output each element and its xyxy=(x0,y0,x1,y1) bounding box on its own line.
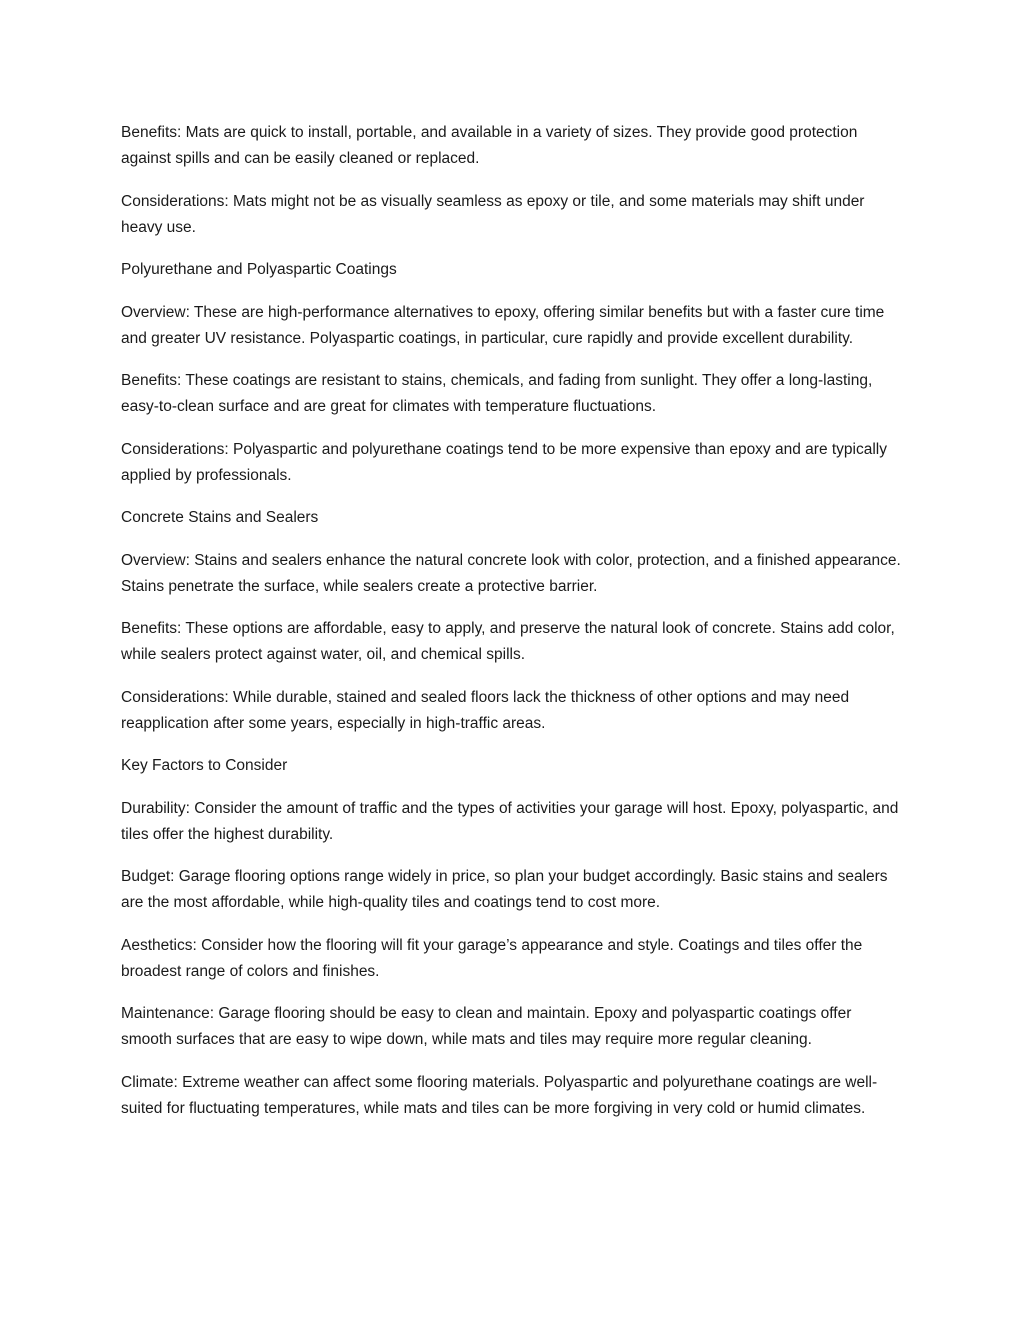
section-heading-polyurethane-polyaspartic: Polyurethane and Polyaspartic Coatings xyxy=(121,261,397,278)
paragraph-coatings-benefits: Benefits: These coatings are resistant to stains, chemicals, and fading from sunlight. They offer a long-lasting, easy-to-clean surface and are great for climates with temperature fluctuations. xyxy=(121,372,873,415)
paragraph-durability: Durability: Consider the amount of traffic and the types of activities your garage will host. Epoxy, polyaspartic, and tiles offer the highest durability. xyxy=(121,799,899,843)
paragraph-aesthetics: Aesthetics: Consider how the flooring will fit your garage’s appearance and style. Coatings and tiles offer the broadest range of colors and finishes. xyxy=(121,936,863,980)
section-heading-stains-sealers: Concrete Stains and Sealers xyxy=(121,509,319,526)
paragraph-stains-considerations: Considerations: While durable, stained and sealed floors lack the thickness of other options and may need reapplication after some years, especially in high-traffic areas. xyxy=(121,688,850,732)
paragraph-stains-benefits: Benefits: These options are affordable, easy to apply, and preserve the natural look of concrete. Stains add color, while sealers protect against water, oil, and chemical spills. xyxy=(121,620,895,663)
paragraph-budget: Budget: Garage flooring options range widely in price, so plan your budget accordingly. Basic stains and sealers are the most affordable, while high-quality tiles and coatings tend to cost more. xyxy=(121,868,888,911)
section-heading-key-factors: Key Factors to Consider xyxy=(121,757,288,774)
paragraph-climate: Climate: Extreme weather can affect some flooring materials. Polyaspartic and polyurethane coatings are well-suited for fluctuating temperatures, while mats and tiles can be more forgiving in very cold or humid climates. xyxy=(121,1073,878,1117)
paragraph-coatings-considerations: Considerations: Polyaspartic and polyurethane coatings tend to be more expensive than epoxy and are typically applied by professionals. xyxy=(121,440,887,484)
paragraph-mats-benefits: Benefits: Mats are quick to install, portable, and available in a variety of sizes. They provide good protection against spills and can be easily cleaned or replaced. xyxy=(121,124,858,167)
paragraph-stains-overview: Overview: Stains and sealers enhance the natural concrete look with color, protection, and a finished appearance. Stains penetrate the surface, while sealers create a protective barrier. xyxy=(121,551,901,595)
paragraph-coatings-overview: Overview: These are high-performance alternatives to epoxy, offering similar benefits but with a faster cure time and greater UV resistance. Polyaspartic coatings, in particular, cure rapidly and provide excellent durability. xyxy=(121,303,885,347)
paragraph-maintenance: Maintenance: Garage flooring should be easy to clean and maintain. Epoxy and polyaspartic coatings offer smooth surfaces that are easy to wipe down, while mats and tiles may require more regular cleaning. xyxy=(121,1005,852,1048)
document-body xyxy=(121,120,906,1138)
paragraph-mats-considerations: Considerations: Mats might not be as visually seamless as epoxy or tile, and some materials may shift under heavy use. xyxy=(121,192,865,236)
